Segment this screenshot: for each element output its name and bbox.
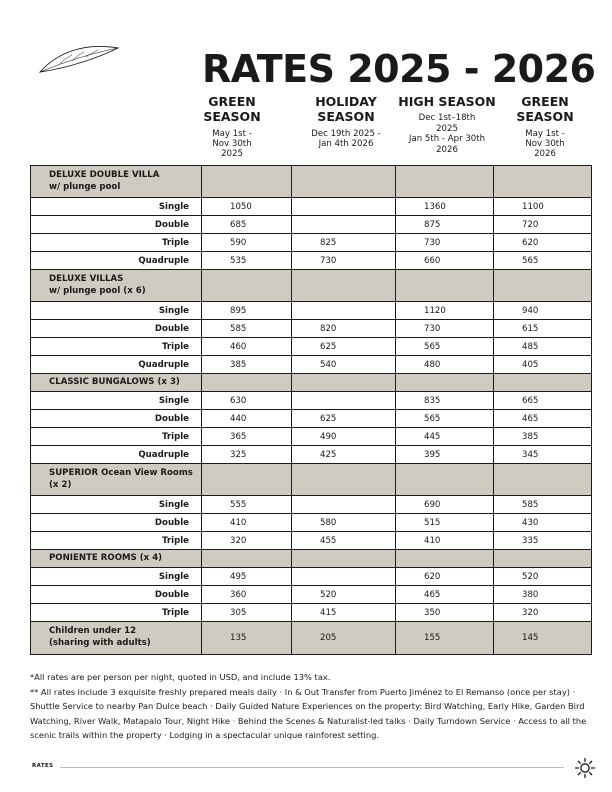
room-type-name [31, 166, 202, 198]
occupancy-label: Quadruple [31, 252, 202, 270]
rate-value: 320 [494, 604, 592, 622]
rate-value: 730 [292, 252, 396, 270]
rate-value: 490 [292, 428, 396, 446]
rate-value: 825 [292, 234, 396, 252]
rate-value: 520 [292, 586, 396, 604]
rate-row [31, 234, 592, 252]
season-date-line: Jan 4th 2026 [318, 138, 374, 149]
rate-value: 620 [396, 568, 494, 586]
rate-row [31, 356, 592, 374]
occupancy-label: Double [31, 216, 202, 234]
rate-value: 440 [202, 410, 292, 428]
rate-value: 345 [494, 446, 592, 464]
rate-row [31, 338, 592, 356]
season-date-line: 2026 [436, 144, 458, 155]
room-type-name [31, 550, 202, 568]
occupancy-label: Quadruple [31, 446, 202, 464]
rate-value: 465 [494, 410, 592, 428]
season-name-line: HIGH SEASON [398, 94, 496, 109]
season-name-line: SEASON [203, 109, 261, 125]
season-name-line: GREEN [521, 94, 569, 109]
rate-value: 565 [494, 252, 592, 270]
section-blank-cell [396, 550, 494, 568]
rate-value: 580 [292, 514, 396, 532]
rates-table [30, 165, 592, 655]
section-blank-cell [202, 270, 292, 302]
rate-row [31, 302, 592, 320]
rate-row [31, 604, 592, 622]
rate-value: 350 [396, 604, 494, 622]
rate-value [292, 198, 396, 216]
rate-value: 555 [202, 496, 292, 514]
room-type-name-line: w/ plunge pool (x 6) [49, 285, 146, 296]
room-type-row [31, 464, 592, 496]
rate-value: 385 [494, 428, 592, 446]
occupancy-label: Triple [31, 532, 202, 550]
season-name-line: GREEN [208, 94, 256, 109]
rate-row [31, 320, 592, 338]
rate-value: 380 [494, 586, 592, 604]
rate-row [31, 446, 592, 464]
season-dates [392, 113, 502, 155]
rate-value: 590 [202, 234, 292, 252]
rate-value: 495 [202, 568, 292, 586]
room-type-name [31, 270, 202, 302]
rate-value [292, 392, 396, 410]
season-name-line: SEASON [516, 109, 574, 125]
rate-value: 325 [202, 446, 292, 464]
section-blank-cell [494, 166, 592, 198]
rate-row [31, 532, 592, 550]
rate-value: 410 [396, 532, 494, 550]
column-header [392, 94, 502, 155]
rate-value: 630 [202, 392, 292, 410]
rate-value: 730 [396, 320, 494, 338]
rate-value: 540 [292, 356, 396, 374]
section-blank-cell [292, 270, 396, 302]
section-blank-cell [396, 464, 494, 496]
rate-value: 665 [494, 392, 592, 410]
rate-value: 565 [396, 338, 494, 356]
rate-row [31, 252, 592, 270]
rate-value: 690 [396, 496, 494, 514]
rate-value: 360 [202, 586, 292, 604]
rate-value: 1360 [396, 198, 494, 216]
rate-value: 455 [292, 532, 396, 550]
tax-note: *All rates are per person per night, quoted in USD, and include 13% tax. [30, 672, 331, 682]
rate-row [31, 428, 592, 446]
room-type-name [31, 374, 202, 392]
occupancy-label: Single [31, 198, 202, 216]
rate-value: 875 [396, 216, 494, 234]
room-type-row [31, 166, 592, 198]
rate-value: 415 [292, 604, 396, 622]
occupancy-label: Triple [31, 338, 202, 356]
season-date-line: May 1st - [525, 128, 565, 139]
section-blank-cell [292, 550, 396, 568]
season-name-line: HOLIDAY [315, 94, 377, 109]
rate-row [31, 514, 592, 532]
season-dates [190, 129, 274, 160]
rate-value: 620 [494, 234, 592, 252]
column-header [294, 94, 398, 149]
occupancy-label: Single [31, 302, 202, 320]
page-title: RATES 2025 - 2026 [202, 47, 596, 91]
children-rate-value: 145 [494, 622, 592, 655]
rate-value [292, 496, 396, 514]
rate-row [31, 198, 592, 216]
section-blank-cell [396, 374, 494, 392]
season-date-line: Dec 19th 2025 - [311, 128, 381, 139]
rate-value: 895 [202, 302, 292, 320]
occupancy-label: Triple [31, 234, 202, 252]
rate-value: 625 [292, 410, 396, 428]
rate-value: 625 [292, 338, 396, 356]
section-blank-cell [494, 550, 592, 568]
season-name [190, 94, 274, 125]
rate-value [292, 568, 396, 586]
season-date-line: Nov 30th [525, 138, 565, 149]
section-blank-cell [202, 166, 292, 198]
season-dates [503, 129, 587, 160]
season-name [503, 94, 587, 125]
rate-value: 445 [396, 428, 494, 446]
rate-value: 460 [202, 338, 292, 356]
rate-value: 465 [396, 586, 494, 604]
section-blank-cell [396, 270, 494, 302]
rate-row [31, 586, 592, 604]
rate-value: 485 [494, 338, 592, 356]
season-date-line: Jan 5th - Apr 30th [408, 134, 486, 145]
room-type-row [31, 550, 592, 568]
occupancy-label: Double [31, 514, 202, 532]
season-dates [294, 129, 398, 150]
season-date-line: 2026 [534, 149, 556, 160]
season-date-line: Dec 1st–18th [418, 113, 476, 124]
season-date-line: May 1st - [212, 128, 252, 139]
rate-value: 1100 [494, 198, 592, 216]
section-blank-cell [292, 464, 396, 496]
season-date-line: 2025 [436, 123, 458, 134]
rate-row [31, 392, 592, 410]
rate-row [31, 410, 592, 428]
room-type-name-line: PONIENTE ROOMS (x 4) [49, 552, 163, 563]
column-header [190, 94, 274, 160]
children-row [31, 622, 592, 655]
season-name [294, 94, 398, 125]
rate-value: 405 [494, 356, 592, 374]
inclusions-note: ** All rates include 3 exquisite freshly prepared meals daily · In & Out Transfer from Puerto Jiménez to El Remanso (once per stay) · Shuttle Service to nearby Pan Dulce beach · Daily Guided Nature Experiences on the property: Bird Watching, Early Hike, Garden Bird Watching, River Walk, Matapalo Tour, Night Hike · Behind the Scenes & Naturalist-led talks · Daily Turndown Service · Access to all the scenic trails within the property · Lodging in a spectacular unique rainforest setting. [30, 686, 587, 741]
rate-value: 480 [396, 356, 494, 374]
section-blank-cell [494, 464, 592, 496]
occupancy-label: Double [31, 410, 202, 428]
rate-value: 535 [202, 252, 292, 270]
rate-value: 515 [396, 514, 494, 532]
room-type-name-line: (x 2) [49, 479, 72, 490]
room-type-name-line: DELUXE VILLAS [49, 273, 124, 284]
footer-divider [60, 767, 564, 768]
rate-value: 320 [202, 532, 292, 550]
section-blank-cell [292, 374, 396, 392]
season-name-line: SEASON [317, 109, 375, 125]
rate-value [292, 302, 396, 320]
children-label-line: (sharing with adults) [49, 638, 151, 648]
rate-value: 365 [202, 428, 292, 446]
section-blank-cell [202, 374, 292, 392]
rate-value: 395 [396, 446, 494, 464]
rate-value: 820 [292, 320, 396, 338]
occupancy-label: Double [31, 320, 202, 338]
rate-value [292, 216, 396, 234]
room-type-row [31, 270, 592, 302]
room-type-name-line: DELUXE DOUBLE VILLA [49, 169, 160, 180]
rate-value: 335 [494, 532, 592, 550]
rate-value: 425 [292, 446, 396, 464]
occupancy-label: Triple [31, 604, 202, 622]
children-label-line: Children under 12 [49, 626, 137, 637]
occupancy-label: Single [31, 568, 202, 586]
room-type-name-line: w/ plunge pool [49, 181, 121, 192]
rate-value: 410 [202, 514, 292, 532]
rate-value: 835 [396, 392, 494, 410]
section-blank-cell [202, 550, 292, 568]
occupancy-label: Triple [31, 428, 202, 446]
section-blank-cell [494, 374, 592, 392]
occupancy-label: Single [31, 496, 202, 514]
children-label [31, 622, 202, 655]
rate-value: 615 [494, 320, 592, 338]
children-rate-value: 135 [202, 622, 292, 655]
rate-value: 730 [396, 234, 494, 252]
rate-value: 940 [494, 302, 592, 320]
sun-icon [574, 757, 596, 779]
notes [30, 670, 598, 743]
section-blank-cell [396, 166, 494, 198]
rate-row [31, 568, 592, 586]
rate-row [31, 496, 592, 514]
season-name [392, 94, 502, 109]
rate-value: 305 [202, 604, 292, 622]
room-type-name [31, 464, 202, 496]
rate-value: 1120 [396, 302, 494, 320]
occupancy-label: Quadruple [31, 356, 202, 374]
room-type-row [31, 374, 592, 392]
children-rate-value: 155 [396, 622, 494, 655]
children-rate-value: 205 [292, 622, 396, 655]
rate-value: 660 [396, 252, 494, 270]
rate-value: 1050 [202, 198, 292, 216]
season-date-line: Nov 30th [212, 138, 252, 149]
occupancy-label: Single [31, 392, 202, 410]
section-blank-cell [202, 464, 292, 496]
section-blank-cell [494, 270, 592, 302]
section-blank-cell [292, 166, 396, 198]
rate-value: 385 [202, 356, 292, 374]
rate-value: 720 [494, 216, 592, 234]
rate-value: 430 [494, 514, 592, 532]
season-date-line: 2025 [221, 149, 243, 160]
rate-value: 585 [202, 320, 292, 338]
rate-value: 565 [396, 410, 494, 428]
footer-label: RATES [32, 763, 54, 769]
rate-row [31, 216, 592, 234]
rate-value: 585 [494, 496, 592, 514]
leaf-logo-icon [38, 40, 120, 74]
rate-value: 520 [494, 568, 592, 586]
occupancy-label: Double [31, 586, 202, 604]
column-header [503, 94, 587, 160]
room-type-name-line: CLASSIC BUNGALOWS (x 3) [49, 376, 180, 387]
rate-value: 685 [202, 216, 292, 234]
room-type-name-line: SUPERIOR Ocean View Rooms [49, 467, 193, 478]
